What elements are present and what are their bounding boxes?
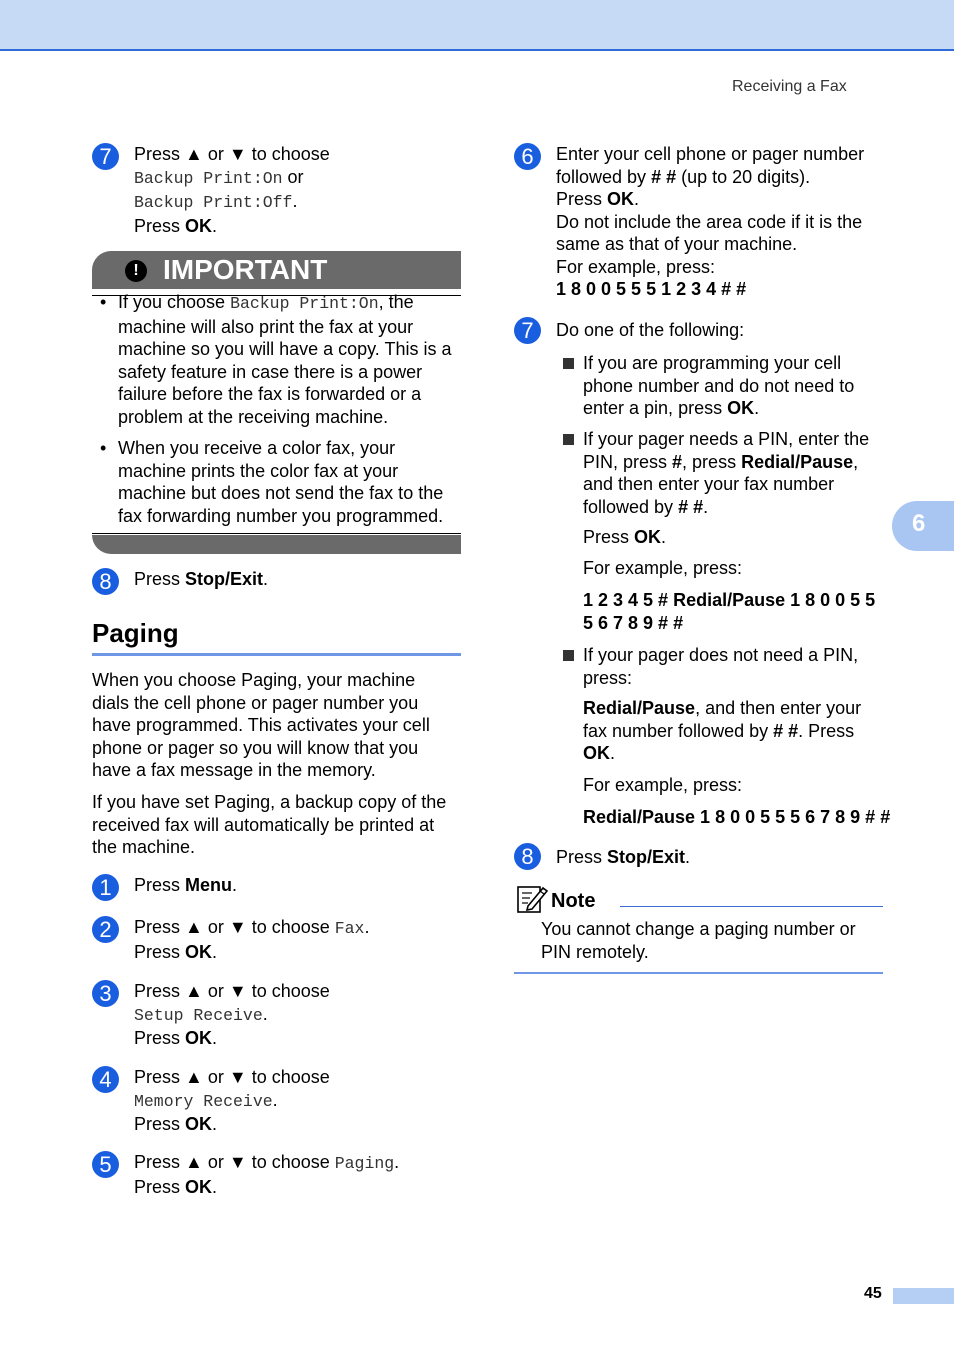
important-list <box>100 291 462 536</box>
example-sequence: 1 2 3 4 5 # Redial/Pause 1 8 0 0 5 5 5 6 7 8 9 # # <box>583 590 876 633</box>
note-rule <box>620 906 883 907</box>
step-number-badge: 7 <box>514 317 541 344</box>
important-title: IMPORTANT <box>163 254 328 285</box>
key-menu: Menu <box>185 875 233 895</box>
running-header: Receiving a Fax <box>732 78 847 95</box>
key-stop-exit: Stop/Exit <box>185 569 264 589</box>
list-item: • If you choose Backup Print:On, the machine will also print the fax at your machine so you will have a copy. This is a safety feature in case there is a power failure before the fax is forwarded or a problem at the receiving machine. <box>100 292 452 427</box>
heading-rule <box>92 653 461 656</box>
key-redial-pause: Redial/Pause <box>583 698 696 718</box>
down-arrow-icon: ▼ <box>228 1152 247 1172</box>
paragraph: When you choose Paging, your machine dials the cell phone or pager number you have programmed. This activates your cell phone or pager so you will know that you have a fax message in the memory. <box>92 670 430 780</box>
lcd-text: Fax <box>334 919 365 938</box>
option-item: If your pager needs a PIN, enter the PIN, press #, press Redial/Pause, and then enter your fax number followed by # #. <box>563 428 893 518</box>
important-footer-bar <box>92 535 461 554</box>
lcd-text: Paging <box>334 1154 395 1173</box>
section-heading: Paging <box>92 618 179 648</box>
step-number-badge: 8 <box>92 568 119 595</box>
lcd-text: Backup Print:On <box>134 168 283 188</box>
key-ok: OK <box>185 1114 213 1134</box>
down-arrow-icon: ▼ <box>228 917 247 937</box>
up-arrow-icon: ▲ <box>185 1152 203 1172</box>
step-number-badge: 8 <box>514 843 541 870</box>
page-number: 45 <box>864 1285 882 1302</box>
lcd-text: Memory Receive <box>134 1091 273 1111</box>
key-stop-exit: Stop/Exit <box>607 847 686 867</box>
note-rule <box>514 972 883 974</box>
step-number-badge: 6 <box>514 143 541 170</box>
step-number-badge: 5 <box>92 1151 119 1178</box>
list-item: • When you receive a color fax, your machine prints the color fax at your machine but does not send the fax to the fax forwarding number you programmed. <box>100 438 444 526</box>
note-body: You cannot change a paging number or PIN remotely. <box>541 919 856 962</box>
example-sequence: Redial/Pause 1 8 0 0 5 5 5 6 7 8 9 # # <box>583 807 891 827</box>
lcd-text: Setup Receive <box>134 1005 263 1025</box>
down-arrow-icon: ▼ <box>228 981 247 1001</box>
key-ok: OK <box>727 398 755 418</box>
press-ok-line: Press OK. <box>583 527 667 547</box>
square-bullet-icon <box>563 434 574 445</box>
option-item: If your pager does not need a PIN, press: <box>563 644 893 689</box>
step-number-badge: 3 <box>92 980 119 1007</box>
step-number-badge: 1 <box>92 874 119 901</box>
step-number-badge: 4 <box>92 1066 119 1093</box>
up-arrow-icon: ▲ <box>185 917 203 937</box>
divider <box>92 533 461 534</box>
top-header-bar <box>0 0 954 51</box>
note-title: Note <box>551 890 596 912</box>
up-arrow-icon: ▲ <box>185 1067 203 1087</box>
up-arrow-icon: ▲ <box>185 981 203 1001</box>
chapter-tab: 6 <box>892 501 954 551</box>
option-detail: Redial/Pause, and then enter your fax number followed by # #. Press OK. <box>583 698 862 763</box>
key-ok: OK <box>583 743 610 763</box>
up-arrow-icon: ▲ <box>185 144 203 164</box>
key-ok: OK <box>185 1176 213 1197</box>
square-bullet-icon <box>563 650 574 661</box>
step-number-badge: 7 <box>92 143 119 170</box>
important-banner <box>92 251 461 289</box>
exclamation-icon: ! <box>125 260 147 282</box>
paragraph: If you have set Paging, a backup copy of the received fax will automatically be printed at the machine. <box>92 792 447 857</box>
key-redial-pause: Redial/Pause <box>741 451 854 472</box>
note-pencil-icon <box>516 884 548 914</box>
lcd-text: Backup Print:Off <box>134 193 293 212</box>
square-bullet-icon <box>563 358 574 369</box>
down-arrow-icon: ▼ <box>228 144 247 164</box>
option-item: If you are programming your cell phone number and do not need to enter a pin, press OK. <box>563 352 893 420</box>
key-ok: OK <box>185 1028 213 1048</box>
key-ok: OK <box>185 215 213 236</box>
key-ok: OK <box>607 189 635 209</box>
key-ok: OK <box>634 527 662 547</box>
key-ok: OK <box>185 941 213 962</box>
step-number-badge: 2 <box>92 916 119 943</box>
example-label: For example, press: <box>583 558 743 578</box>
example-sequence: 1 8 0 0 5 5 5 1 2 3 4 # # <box>556 279 747 299</box>
down-arrow-icon: ▼ <box>228 1067 247 1087</box>
page-number-bar <box>893 1288 954 1304</box>
example-label: For example, press: <box>583 775 743 795</box>
